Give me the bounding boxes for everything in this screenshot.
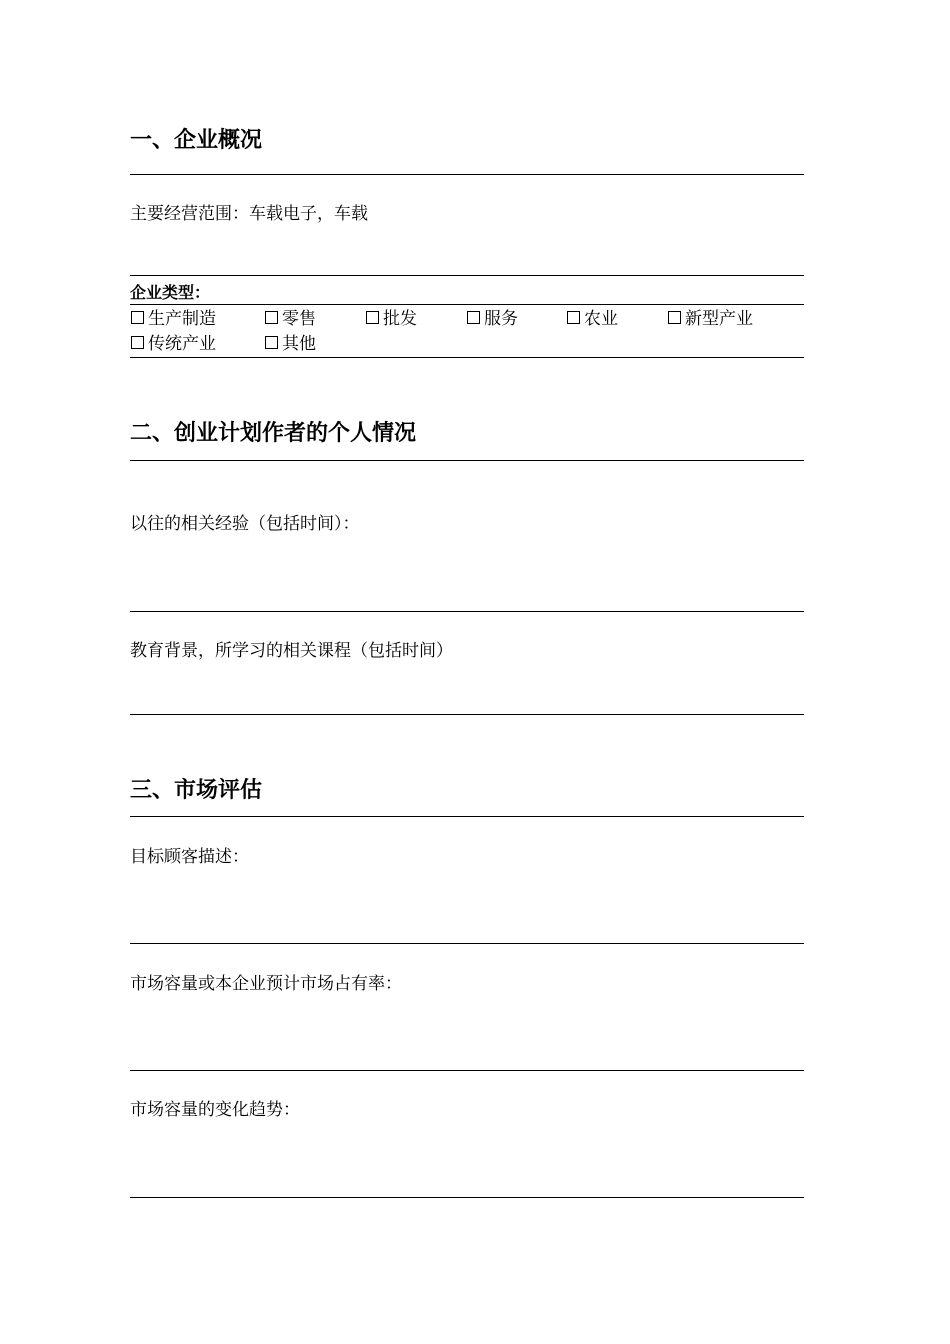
company-type-option-traditional-industry[interactable]: 传统产业 [131,333,216,355]
divider [130,611,804,612]
target-customer-field[interactable]: 目标顾客描述： [130,847,249,867]
company-type-option-manufacturing[interactable]: 生产制造 [131,308,216,330]
divider [130,714,804,715]
company-type-option-other[interactable]: 其他 [265,333,316,355]
divider [130,275,804,276]
section-title-market-assessment: 三、市场评估 [130,778,263,803]
checkbox-icon [668,311,681,324]
divider [130,460,804,461]
checkbox-icon [131,311,144,324]
divider [130,1070,804,1071]
company-type-option-service[interactable]: 服务 [467,308,518,330]
divider [130,1197,804,1198]
divider [130,174,804,175]
checkbox-icon [567,311,580,324]
experience-field[interactable]: 以往的相关经验（包括时间）： [130,514,360,534]
business-scope-field[interactable]: 主要经营范围：车载电子，车载 [130,204,368,224]
checkbox-icon [265,311,278,324]
checkbox-icon [131,336,144,349]
divider [130,357,804,358]
section-title-author-background: 二、创业计划作者的个人情况 [130,421,417,446]
divider [130,304,804,305]
checkbox-icon [265,336,278,349]
company-type-option-wholesale[interactable]: 批发 [366,308,417,330]
market-trend-field[interactable]: 市场容量的变化趋势： [130,1100,300,1120]
divider [130,943,804,944]
company-type-label: 企业类型： [130,283,211,302]
divider [130,816,804,817]
company-type-option-agriculture[interactable]: 农业 [567,308,618,330]
checkbox-icon [467,311,480,324]
section-title-company-overview: 一、企业概况 [130,128,263,153]
checkbox-icon [366,311,379,324]
market-capacity-field[interactable]: 市场容量或本企业预计市场占有率： [130,974,402,994]
company-type-option-emerging-industry[interactable]: 新型产业 [668,308,753,330]
education-field[interactable]: 教育背景，所学习的相关课程（包括时间） [130,641,453,661]
company-type-option-retail[interactable]: 零售 [265,308,316,330]
